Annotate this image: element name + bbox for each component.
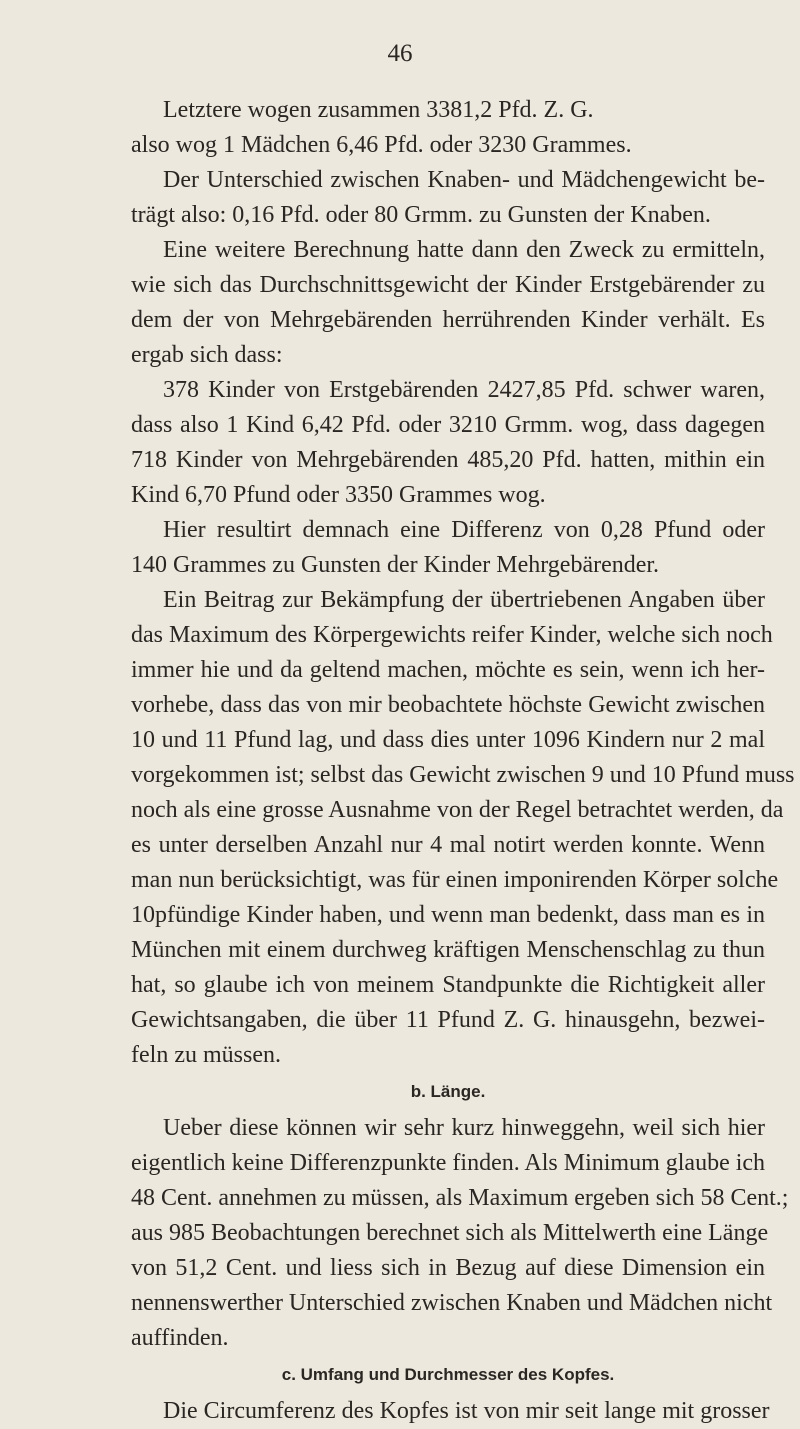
text-line: von 51,2 Cent. und liess sich in Bezug auf diese Dimension ein: [131, 1255, 765, 1281]
text-line: 718 Kinder von Mehrgebärenden 485,20 Pfd. hatten, mithin ein: [131, 447, 765, 473]
text-line: eigentlich keine Differenzpunkte finden. Als Minimum glaube ich: [131, 1150, 766, 1176]
text-line: trägt also: 0,16 Pfd. oder 80 Grmm. zu Gunsten der Knaben.: [131, 202, 711, 228]
section-heading-length: b. Länge.: [410, 1082, 486, 1101]
text-line: Die Circumferenz des Kopfes ist von mir seit lange mit grosser: [163, 1398, 770, 1424]
text-line: Gewichtsangaben, die über 11 Pfund Z. G. hinausgehn, bezwei-: [131, 1007, 765, 1033]
text-line: Letztere wogen zusammen 3381,2 Pfd. Z. G.: [163, 97, 594, 123]
text-line: 10 und 11 Pfund lag, und dass dies unter 1096 Kindern nur 2 mal: [131, 727, 765, 753]
body-text: [131, 93, 795, 1429]
text-line: vorgekommen ist; selbst das Gewicht zwischen 9 und 10 Pfund muss: [131, 762, 795, 788]
text-line: 10pfündige Kinder haben, und wenn man bedenkt, dass man es in: [131, 902, 765, 928]
text-line: 378 Kinder von Erstgebärenden 2427,85 Pfd. schwer waren,: [163, 377, 765, 403]
text-line: ergab sich dass:: [131, 342, 283, 368]
text-line: Der Unterschied zwischen Knaben- und Mädchengewicht be-: [163, 167, 765, 193]
text-line: Ein Beitrag zur Bekämpfung der übertriebenen Angaben über: [163, 587, 765, 613]
text-line: hat, so glaube ich von meinem Standpunkte die Richtigkeit aller: [131, 972, 765, 998]
text-line: München mit einem durchweg kräftigen Menschenschlag zu thun: [131, 937, 765, 963]
text-line: immer hie und da geltend machen, möchte es sein, wenn ich her-: [131, 657, 765, 683]
text-line: aus 985 Beobachtungen berechnet sich als Mittelwerth eine Länge: [131, 1220, 769, 1246]
text-line: also wog 1 Mädchen 6,46 Pfd. oder 3230 Grammes.: [131, 132, 632, 158]
text-line: man nun berücksichtigt, was für einen imponirenden Körper solche: [131, 867, 779, 893]
text-line: Ueber diese können wir sehr kurz hinweggehn, weil sich hier: [163, 1115, 765, 1141]
text-line: Hier resultirt demnach eine Differenz von 0,28 Pfund oder: [163, 517, 765, 543]
text-line: 48 Cent. annehmen zu müssen, als Maximum ergeben sich 58 Cent.;: [131, 1185, 789, 1211]
text-line: 140 Grammes zu Gunsten der Kinder Mehrgebärender.: [131, 552, 660, 578]
text-line: Eine weitere Berechnung hatte dann den Zweck zu ermitteln,: [163, 237, 765, 263]
text-line: feln zu müssen.: [131, 1042, 281, 1068]
text-line: wie sich das Durchschnittsgewicht der Kinder Erstgebärender zu: [131, 272, 765, 298]
text-line: noch als eine grosse Ausnahme von der Regel betrachtet werden, da: [131, 797, 784, 823]
text-line: Kind 6,70 Pfund oder 3350 Grammes wog.: [131, 482, 546, 508]
text-line: dass also 1 Kind 6,42 Pfd. oder 3210 Grmm. wog, dass dagegen: [131, 412, 765, 438]
page-number: 46: [387, 40, 413, 67]
text-line: es unter derselben Anzahl nur 4 mal notirt werden konnte. Wenn: [131, 832, 765, 858]
text-line: auffinden.: [131, 1325, 229, 1351]
section-heading-head-size: c. Umfang und Durchmesser des Kopfes.: [281, 1365, 615, 1384]
text-line: vorhebe, dass das von mir beobachtete höchste Gewicht zwischen: [131, 692, 765, 718]
text-line: dem der von Mehrgebärenden herrührenden Kinder verhält. Es: [131, 307, 765, 333]
text-line: das Maximum des Körpergewichts reifer Kinder, welche sich noch: [131, 622, 773, 648]
text-line: nennenswerther Unterschied zwischen Knaben und Mädchen nicht: [131, 1290, 773, 1316]
